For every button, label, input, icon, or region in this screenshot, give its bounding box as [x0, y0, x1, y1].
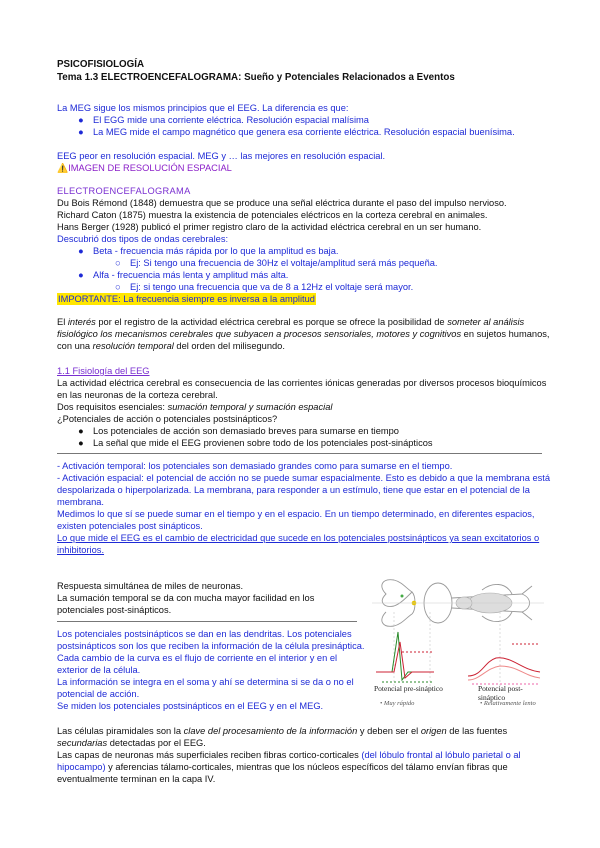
- divider: [57, 453, 542, 454]
- figure-legend-pre: • Muy rápido: [380, 700, 415, 707]
- activation-temporal: - Activación temporal: los potenciales son demasiado grandes como para sumarse en el tiempo.: [57, 461, 453, 471]
- question-line: ¿Potenciales de acción o potenciales postsinápticos?: [57, 414, 278, 424]
- postsyn-line: Se miden los potenciales postsinápticos en el EEG y en el MEG.: [57, 701, 324, 711]
- interest-line-1: El interés por el registro de la actividad eléctrica cerebral es porque se ofrece la posibilidad de someter al análisis: [57, 317, 525, 327]
- meg-item: La MEG mide el campo magnético que genera esa corriente eléctrica. Resolución espacial buenísima.: [93, 127, 515, 137]
- eeg-heading: ELECTROENCEFALOGRAMA: [57, 186, 191, 196]
- response-line: Respuesta simultánea de miles de neuronas.: [57, 581, 244, 591]
- warning-icon: ⚠️: [57, 163, 69, 173]
- eeg-history-line: Du Bois Rémond (1848) demuestra que se produce una señal eléctrica durante el paso del impulso nervioso.: [57, 198, 507, 208]
- meg-intro: La MEG sigue los mismos principios que el EEG. La diferencia es que:: [57, 103, 349, 113]
- warning-line: ⚠️IMAGEN DE RESOLUCIÓN ESPACIAL: [57, 163, 232, 173]
- postsyn-line: Los potenciales postsinápticos se dan en las dendritas. Los potenciales: [57, 629, 352, 639]
- postsyn-line: exterior de la célula.: [57, 665, 141, 675]
- meg-bullet-dot: ●: [78, 127, 84, 137]
- pyramidal-line-3: Las capas de neuronas más superficiales reciben fibras cortico-corticales (del lóbulo frontal al lóbulo parietal o al: [57, 750, 521, 760]
- activation-spatial: - Activación espacial: el potencial de acción no se puede sumar espacialmente. Esto es debido a que la membrana está: [57, 473, 551, 483]
- beta-wave: Beta - frecuencia más rápida por lo que la amplitud es baja.: [93, 246, 339, 256]
- physio-line: La actividad eléctrica cerebral es consecuencia de las corrientes iónicas generadas por diversos procesos bioquímicos: [57, 378, 547, 388]
- page-subtitle: Tema 1.3 ELECTROENCEFALOGRAMA: Sueño y Potenciales Relacionados a Eventos: [57, 72, 455, 83]
- medimos-line: Medimos lo que sí se puede sumar en el tiempo y en el espacio. En un tiempo determinado, en diferentes espacios,: [57, 509, 535, 519]
- pyramidal-line-1: Las células piramidales son la clave del procesamiento de la información y deben ser el origen de las fuentes: [57, 726, 508, 736]
- eeg-history-line: Richard Caton (1875) muestra la existencia de potenciales eléctricos en la corteza cerebral en animales.: [57, 210, 488, 220]
- physio-line: en las neuronas de la corteza cerebral.: [57, 390, 218, 400]
- figure-legend-post: • Relativamente lento: [480, 700, 536, 707]
- physio-bullet-dot: ●: [78, 438, 84, 448]
- interest-line-3: con una resolución temporal del orden del milisegundo.: [57, 341, 285, 351]
- postsyn-line: postsinápticos son los que reciben la información de la célula presináptica.: [57, 641, 365, 651]
- wave-bullet-dot: ●: [78, 246, 84, 256]
- physio-bullet: La señal que mide el EEG provienen sobre todo de los potenciales post-sinápticos: [93, 438, 433, 448]
- synapse-illustration: [372, 572, 544, 737]
- eeg-measure-line: inhibitorios.: [57, 545, 105, 555]
- sub-bullet: ○: [115, 282, 121, 292]
- page-title: PSICOFISIOLOGÍA: [57, 59, 145, 70]
- figure-label-pre: Potencial pre-sináptico: [374, 684, 443, 693]
- medimos-line: existen potenciales post sinápticos.: [57, 521, 203, 531]
- pyramidal-line-5: eventualmente terminan en la capa IV.: [57, 774, 216, 784]
- divider: [57, 621, 357, 622]
- meg-bullet-dot: ●: [78, 115, 84, 125]
- meg-item: El EGG mide una corriente eléctrica. Resolución espacial malísima: [93, 115, 369, 125]
- alfa-example: Ej: si tengo una frecuencia que va de 8 a 12Hz el voltaje será mayor.: [130, 282, 414, 292]
- requirements-line: Dos requisitos esenciales: sumación temporal y sumación espacial: [57, 402, 333, 412]
- response-line: La sumación temporal se da con mucha mayor facilidad en los: [57, 593, 315, 603]
- interest-line-2: fisiológico los mecanismos cerebrales que subyacen a procesos sensoriales, motores y cognitivos en sujetos humanos,: [57, 329, 550, 339]
- sub-bullet: ○: [115, 258, 121, 268]
- activation-spatial: membrana.: [57, 497, 105, 507]
- postsyn-line: La información se integra en el soma y ahí se determina si se da o no el: [57, 677, 354, 687]
- meg-note: EEG peor en resolución espacial. MEG y … las mejores en resolución espacial.: [57, 151, 386, 161]
- synapse-figure: [372, 572, 544, 737]
- pyramidal-line-2: secundarias detectadas por el EEG.: [57, 738, 206, 748]
- response-line: potenciales post-sinápticos.: [57, 605, 172, 615]
- postsyn-line: Cada cambio de la curva es el flujo de corriente en el interior y en el: [57, 653, 338, 663]
- pyramidal-line-4: hipocampo) y aferencias tálamo-corticales, mientras que los núcleos específicos del tálamo envían fibras que: [57, 762, 508, 772]
- wave-bullet-dot: ●: [78, 270, 84, 280]
- activation-spatial: despolarizada o hiperpolarizada. La membrana, para responder a un estímulo, tiene que estar en el potencial de la: [57, 485, 530, 495]
- postsyn-line: potencial de acción.: [57, 689, 140, 699]
- eeg-measure-line: Lo que mide el EEG es el cambio de electricidad que sucede en los potenciales postsinápticos ya sean excitatorios o: [57, 533, 540, 543]
- physio-heading: 1.1 Fisiología del EEG: [57, 366, 150, 376]
- beta-example: Ej: Si tengo una frecuencia de 30Hz el voltaje/amplitud será más pequeña.: [130, 258, 438, 268]
- physio-bullet: Los potenciales de acción son demasiado breves para sumarse en tiempo: [93, 426, 399, 436]
- figure-label-post: Potencial post-sináptico: [478, 684, 523, 702]
- alfa-wave: Alfa - frecuencia más lenta y amplitud más alta.: [93, 270, 289, 280]
- waves-intro: Descubrió dos tipos de ondas cerebrales:: [57, 234, 229, 244]
- physio-bullet-dot: ●: [78, 426, 84, 436]
- eeg-history-line: Hans Berger (1928) publicó el primer registro claro de la actividad eléctrica cerebral en un ser humano.: [57, 222, 482, 232]
- important-note: IMPORTANTE: La frecuencia siempre es inversa a la amplitud: [58, 294, 315, 304]
